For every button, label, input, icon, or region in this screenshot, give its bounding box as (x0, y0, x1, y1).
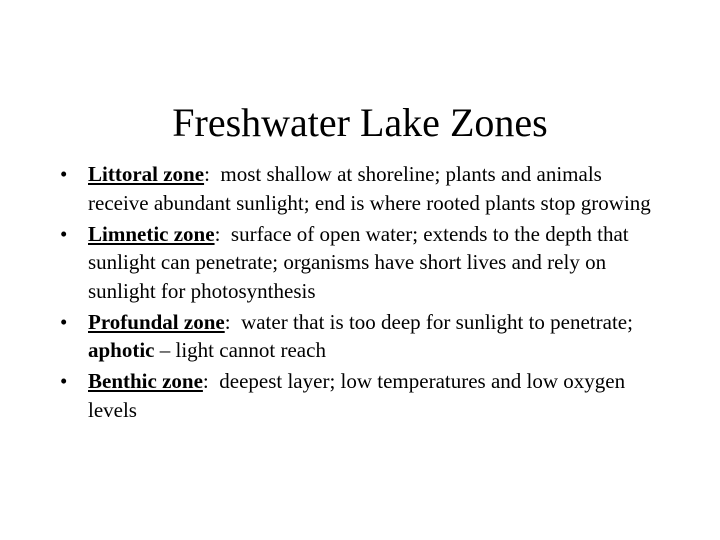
bullet-icon: • (60, 162, 68, 186)
bullet-item-profundal (60, 308, 660, 365)
bullet-item-limnetic (60, 220, 660, 306)
bullet-item-benthic (60, 367, 660, 424)
zone-term: Benthic zone (88, 369, 203, 393)
term-colon: : (204, 162, 210, 186)
term-colon: : (224, 309, 231, 334)
zone-description: most shallow at shoreline; plants and animals receive abundant sunlight; end is where rooted plants stop growing (88, 162, 651, 215)
bullet-icon: • (60, 369, 68, 393)
bullet-list (60, 160, 660, 427)
zone-term: Profundal zone (88, 309, 225, 334)
zone-description: deepest layer; low temperatures and low oxygen levels (88, 369, 631, 422)
zone-description-continued: – light cannot reach (154, 338, 326, 362)
slide-title: Freshwater Lake Zones (172, 99, 548, 145)
zone-description: surface of open water; extends to the depth that sunlight can penetrate; organisms have short lives and rely on sunlight for photosynthesis (88, 221, 634, 303)
term-colon: : (202, 369, 209, 393)
emphasis-term: aphotic (88, 338, 155, 362)
bullet-icon: • (60, 309, 68, 334)
bullet-item-littoral (60, 160, 660, 217)
term-colon: : (214, 221, 221, 246)
bullet-icon: • (60, 221, 68, 246)
zone-term: Littoral zone (88, 162, 205, 186)
zone-term: Limnetic zone (88, 221, 215, 246)
zone-description: water that is too deep for sunlight to penetrate; (230, 309, 639, 334)
